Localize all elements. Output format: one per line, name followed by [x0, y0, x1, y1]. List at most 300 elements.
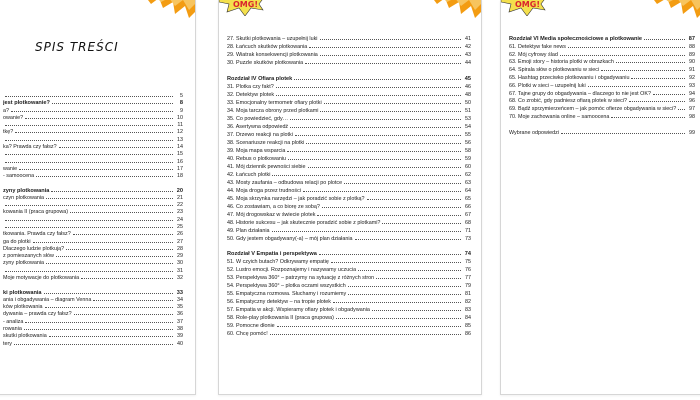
- toc-leader-dots: [272, 171, 461, 176]
- toc-entry-page: 13: [177, 136, 183, 143]
- toc-entry-page: 34: [177, 296, 183, 303]
- toc-leader-dots: [5, 223, 173, 228]
- toc-leader-dots: [611, 113, 685, 118]
- toc-entry: [3, 245, 183, 252]
- toc-leader-dots: [561, 129, 685, 134]
- toc-entry: [509, 90, 695, 97]
- toc-entry-title: ania i obgadywania – diagram Venna: [3, 296, 92, 303]
- toc-entry-page: 62: [465, 171, 471, 178]
- toc-entry-page: 56: [465, 139, 471, 146]
- toc-entry: [227, 75, 471, 82]
- toc-leader-dots: [358, 266, 461, 271]
- toc-entry-title: 38. Scenariusze reakcji na plotki: [227, 139, 305, 146]
- toc-entry: [227, 163, 471, 170]
- toc-entry-page: 16: [177, 158, 183, 165]
- toc-entry: [509, 97, 695, 104]
- toc-leader-dots: [320, 107, 461, 112]
- toc-entry-page: 20: [176, 187, 183, 194]
- toc-entry: [227, 306, 471, 313]
- comic-burst-icon: [431, 0, 482, 22]
- toc-leader-dots: [15, 128, 173, 133]
- toc-entry: [227, 83, 471, 90]
- toc-entry-page: 71: [465, 227, 471, 234]
- toc-entry-page: 31: [177, 267, 183, 274]
- toc-entry: [227, 227, 471, 234]
- toc-entry-title: 27. Skutki plotkowania – uzupełnij luki: [227, 36, 318, 42]
- toc-entry-title: Rozdział IV Ofiara plotek: [227, 75, 293, 82]
- toc-entry: [509, 82, 695, 89]
- toc-leader-dots: [33, 238, 173, 243]
- toc-leader-dots: [51, 187, 173, 192]
- toc-entry-title: 49. Plan działania: [227, 227, 270, 234]
- toc-entry-page: 35: [177, 304, 183, 311]
- toc-entry: [227, 242, 471, 249]
- toc-entry: [509, 113, 695, 120]
- toc-entry-page: 87: [688, 36, 695, 42]
- toc-leader-dots: [24, 325, 173, 330]
- toc-entry: [3, 158, 183, 165]
- toc-leader-dots: [19, 165, 173, 170]
- toc-entry: [3, 150, 183, 157]
- toc-leader-dots: [5, 121, 173, 126]
- toc-leader-dots: [306, 139, 461, 144]
- toc-entry-title: 34. Moja tarcza obrony przed plotkami: [227, 107, 319, 114]
- toc-leader-dots: [36, 172, 173, 177]
- toc-entry-title: 51. W czyich butach? Odkrywamy empatię: [227, 259, 329, 266]
- toc-entry-title: 36. Asertywna odpowiedź: [227, 123, 289, 130]
- toc-entry-title: 32. Detektyw plotek: [227, 91, 275, 98]
- toc-entry-page: 86: [465, 331, 471, 338]
- comic-burst-icon: [145, 0, 196, 22]
- toc-leader-dots: [644, 35, 685, 40]
- toc-leader-dots: [73, 230, 173, 235]
- toc-leader-dots: [294, 75, 461, 80]
- toc-leader-dots: [49, 332, 173, 337]
- toc-entry: [227, 139, 471, 146]
- toc-entry: [3, 201, 183, 208]
- toc-entry-title: ka? Prawda czy fałsz?: [3, 143, 57, 150]
- toc-leader-dots: [70, 208, 173, 213]
- toc-leader-dots: [319, 250, 461, 255]
- toc-leader-dots: [5, 92, 173, 97]
- toc-entry-title: - analiza: [3, 318, 24, 325]
- toc-entry: [3, 332, 183, 339]
- toc-entry-title: kowania II (praca grupowa): [3, 209, 69, 216]
- toc-entry-page: 37: [177, 318, 183, 325]
- toc-entry-page: 96: [689, 98, 695, 105]
- toc-leader-dots: [333, 298, 461, 303]
- toc-entry: [3, 172, 183, 179]
- toc-entry: [3, 318, 183, 325]
- toc-entry-title: 54. Perspektywa 360° – plotka oczami wszystkich: [227, 283, 346, 290]
- toc-entry-title: 44. Moja droga przez trudności: [227, 187, 302, 194]
- toc-leader-dots: [376, 274, 461, 279]
- toc-entry-title: ga do plotki: [3, 238, 31, 245]
- toc-entry: [3, 107, 183, 114]
- toc-entry-title: 35. Co powiedzieć, gdy…: [227, 115, 289, 122]
- toc-entry: [3, 136, 183, 143]
- toc-entry-page: 55: [465, 131, 471, 138]
- toc-entry: [227, 67, 471, 74]
- toc-entry: [509, 58, 695, 65]
- toc-entry: [227, 59, 471, 66]
- toc-entry-page: 10: [177, 114, 183, 121]
- toc-entry-title: - samoocena: [3, 173, 35, 180]
- toc-leader-dots: [348, 282, 461, 287]
- toc-entry-page: 89: [689, 51, 695, 58]
- toc-leader-dots: [324, 99, 461, 104]
- toc-entry: [227, 219, 471, 226]
- toc-entry-title: 42. Łańcuch plotki: [227, 171, 271, 178]
- toc-entry: [227, 290, 471, 297]
- toc-entry: [509, 51, 695, 58]
- toc-entry-page: 79: [465, 283, 471, 290]
- toc-entry-title: 33. Emocjonalny termometr ofiary plotki: [227, 99, 322, 106]
- toc-entry-title: zyny plotkowania: [3, 187, 50, 194]
- toc-entry-page: 21: [177, 194, 183, 201]
- toc-entry-page: 22: [177, 202, 183, 209]
- toc-entry-page: 43: [465, 51, 471, 58]
- toc-entry-title: tkę?: [3, 129, 14, 136]
- toc-entry-page: 93: [689, 82, 695, 89]
- toc-entry-page: 23: [177, 209, 183, 216]
- toc-entry-title: a?: [3, 107, 9, 114]
- toc-leader-dots: [287, 147, 461, 152]
- toc-entry-title: 62. Mój cyfrowy ślad: [509, 51, 558, 58]
- toc-leader-dots: [344, 179, 461, 184]
- toc-entry-page: 51: [465, 107, 471, 114]
- toc-leader-dots: [322, 203, 461, 208]
- toc-entry-title: 55. Empatyczna rozmowa. Słuchamy i rozumiemy: [227, 291, 347, 298]
- toc-entry-page: 48: [465, 91, 471, 98]
- toc-entry-page: 64: [465, 187, 471, 194]
- toc-leader-dots: [44, 289, 173, 294]
- toc-entry-title: tery: [3, 340, 12, 347]
- toc-entry: [3, 114, 183, 121]
- toc-leader-dots: [81, 274, 173, 279]
- toc-entry: [227, 322, 471, 329]
- toc-entry: [3, 281, 183, 288]
- toc-leader-dots: [46, 259, 173, 264]
- toc-entry: [227, 235, 471, 242]
- toc-entry-title: 37. Drzewo reakcji na plotki: [227, 131, 293, 138]
- toc-entry-title: Rozdział V Empatia i perspektywa: [227, 251, 317, 258]
- toc-leader-dots: [5, 216, 173, 221]
- toc-entry: [227, 314, 471, 321]
- toc-entry-page: 45: [464, 75, 471, 82]
- toc-entry-title: 31. Plotka czy fakt?: [227, 83, 274, 90]
- toc-entry-page: 66: [465, 203, 471, 210]
- toc-entry-title: 68. Co zrobić, gdy padniesz ofiarą plotek w sieci?: [509, 98, 628, 105]
- toc-entry-title: jest plotkowanie?: [3, 100, 50, 107]
- toc-entry-page: 28: [177, 245, 183, 252]
- toc-entry-page: 46: [465, 83, 471, 90]
- toc-leader-dots: [336, 314, 461, 319]
- toc-leader-dots: [653, 90, 685, 95]
- toc-entry-title: 48. Historie sukcesu – jak skutecznie poradzić sobie z plotkami?: [227, 219, 381, 226]
- toc-entry: [3, 340, 183, 347]
- toc-leader-dots: [601, 66, 685, 71]
- toc-leader-dots: [276, 83, 461, 88]
- toc-entry: [509, 66, 695, 73]
- toc-entry-title: 70. Moje zachowania online – samoocena: [509, 114, 610, 120]
- toc-entry-title: zyny plotkowania: [3, 260, 45, 267]
- toc-entry-title: Rozdział VI Media społecznościowe a plotkowanie: [509, 36, 643, 42]
- toc-entry-page: 18: [177, 173, 183, 180]
- toc-entry-title: dywania – prawda czy fałsz?: [3, 311, 72, 318]
- toc-leader-dots: [372, 306, 461, 311]
- toc-entry: [227, 147, 471, 154]
- toc-leader-dots: [331, 258, 461, 263]
- toc-entry: [227, 282, 471, 289]
- toc-entry-page: 29: [177, 253, 183, 260]
- toc-entry-page: 27: [177, 238, 183, 245]
- toc-entry: [227, 298, 471, 305]
- toc-leader-dots: [290, 115, 461, 120]
- toc-entry: [3, 165, 183, 172]
- toc-entry-page: 75: [465, 259, 471, 266]
- toc-entry-title: 57. Empatia w akcji. Wspieramy ofiary plotek i obgadywania: [227, 307, 370, 314]
- toc-entry: [509, 43, 695, 50]
- toc-leader-dots: [276, 91, 461, 96]
- toc-entry: [3, 128, 183, 135]
- toc-entry-title: 58. Role-play plotkowania II (praca grupowa): [227, 315, 334, 322]
- toc-entry: [3, 179, 183, 186]
- toc-entry: [227, 195, 471, 202]
- toc-page-3: [500, 0, 700, 395]
- toc-entry-page: 63: [465, 179, 471, 186]
- toc-entry-page: 60: [465, 163, 471, 170]
- toc-entry-page: 81: [465, 291, 471, 298]
- toc-entry-page: 9: [180, 107, 183, 114]
- toc-entry-page: 58: [465, 147, 471, 154]
- toc-entry-page: 90: [689, 59, 695, 66]
- toc-entry: [3, 267, 183, 274]
- toc-entry-page: 76: [465, 267, 471, 274]
- toc-entry-title: 60. Chcę pomóc!: [227, 331, 268, 338]
- toc-entry-page: 36: [177, 311, 183, 318]
- toc-entry-title: 46. Co zostawiam, a co biorę ze sobą?: [227, 203, 320, 210]
- toc-entry-page: 99: [689, 129, 695, 136]
- toc-entry-title: 53. Perspektywa 360° – patrzymy na sytuację z różnych stron: [227, 275, 375, 282]
- toc-entry-page: 88: [689, 43, 695, 50]
- toc-entry: [3, 310, 183, 317]
- toc-entry-page: 83: [465, 307, 471, 314]
- toc-entry-title: ki plotkowania: [3, 289, 42, 296]
- toc-entry-title: 41. Mój dziennik pewności siebie: [227, 163, 306, 170]
- toc-entry-page: 32: [177, 275, 183, 281]
- toc-entry: [509, 105, 695, 112]
- toc-entry-title: 63. Emoji story – historia plotki w obrazkach: [509, 59, 614, 66]
- toc-leader-dots: [288, 155, 461, 160]
- toc-entry-title: 56. Empatyczny detektyw – na tropie plotek: [227, 299, 331, 306]
- toc-leader-dots: [309, 43, 461, 48]
- toc-entry: [509, 121, 695, 128]
- toc-leader-dots: [45, 303, 173, 308]
- toc-entry: [227, 250, 471, 257]
- toc-leader-dots: [290, 123, 461, 128]
- toc-entry-title: 30. Puzzle skutków plotkowania: [227, 59, 304, 66]
- toc-entry: [227, 179, 471, 186]
- toc-entry: [227, 99, 471, 106]
- toc-leader-dots: [631, 74, 685, 79]
- toc-entry-title: 29. Wiatrak konsekwencji plotkowania: [227, 51, 318, 58]
- page-title: SPIS TREŚCI: [35, 40, 119, 54]
- toc-entry-title: 45. Moja skrzynka narzędzi – jak poradzić sobie z plotką?: [227, 195, 365, 202]
- toc-leader-dots: [5, 267, 173, 272]
- toc-entry-page: 92: [689, 75, 695, 81]
- toc-entry-page: 91: [689, 67, 695, 74]
- toc-entry-page: 17: [177, 165, 183, 172]
- toc-entry-title: skutki plotkowania: [3, 333, 47, 340]
- toc-entry-page: 94: [689, 90, 695, 97]
- toc-leader-dots: [14, 340, 173, 345]
- toc-leader-dots: [303, 187, 461, 192]
- toc-entry-title: czyn plotkowania: [3, 194, 45, 201]
- toc-entry-page: 85: [465, 323, 471, 330]
- toc-entry-title: Dlaczego ludzie plotkują?: [3, 245, 65, 252]
- toc-entry-title: 28. Łańcuch skutków plotkowania: [227, 43, 308, 50]
- toc-entry-page: 73: [465, 235, 471, 242]
- toc-entry-title: owanie?: [3, 114, 24, 121]
- omg-badge-icon: [501, 0, 547, 16]
- toc-entry-title: 61. Detektyw fake news: [509, 43, 566, 50]
- toc-entry: [3, 99, 183, 106]
- toc-entry-page: 44: [465, 59, 471, 66]
- toc-entry-title: 67. Tajne grupy do obgadywania – dlaczego to nie jest OK?: [509, 90, 651, 97]
- toc-entry-page: 74: [464, 251, 471, 258]
- toc-entry-page: 30: [177, 260, 183, 267]
- toc-entry-title: 43. Mosty zaufania – odbudowa relacji po plotce: [227, 179, 343, 186]
- toc-leader-dots: [588, 82, 685, 87]
- toc-entry-page: 26: [177, 231, 183, 238]
- toc-entry: [3, 289, 183, 296]
- toc-leader-dots: [25, 318, 173, 323]
- toc-leader-dots: [66, 245, 173, 250]
- toc-leader-dots: [355, 235, 461, 240]
- toc-entry-title: tkowania. Prawda czy fałsz?: [3, 231, 71, 238]
- toc-entry-page: 24: [177, 216, 183, 223]
- toc-entry-page: 84: [465, 315, 471, 322]
- toc-entry-page: 50: [465, 99, 471, 106]
- toc-leader-dots: [560, 51, 685, 56]
- toc-entry-page: 98: [689, 114, 695, 120]
- toc-leader-dots: [5, 201, 173, 206]
- toc-entry-title: rowania: [3, 325, 22, 332]
- toc-entry-page: 41: [465, 36, 471, 42]
- toc-entry-page: 82: [465, 299, 471, 306]
- toc-leader-dots: [616, 58, 685, 63]
- toc-leader-dots: [46, 194, 173, 199]
- toc-entry-page: 65: [465, 195, 471, 202]
- toc-leader-dots: [295, 131, 461, 136]
- toc-leader-dots: [348, 290, 461, 295]
- toc-leader-dots: [277, 322, 461, 327]
- toc-entry-page: 54: [465, 123, 471, 130]
- toc-entry-title: ków plotkowania: [3, 304, 43, 311]
- toc-leader-dots: [317, 211, 461, 216]
- toc-entry-page: 8: [179, 100, 183, 107]
- toc-entry-page: 25: [177, 224, 183, 231]
- toc-leader-dots: [52, 99, 173, 104]
- toc-entry: [227, 91, 471, 98]
- badge-text: OMG!: [515, 0, 540, 9]
- toc-entry: [227, 123, 471, 130]
- toc-entry-page: 59: [465, 155, 471, 162]
- toc-leader-dots: [678, 105, 685, 110]
- toc-page-2: [218, 0, 482, 395]
- toc-leader-dots: [11, 107, 173, 112]
- toc-entry: [3, 296, 183, 303]
- toc-entry: [3, 216, 183, 223]
- toc-entry: [509, 35, 695, 42]
- toc-entry: [3, 325, 183, 332]
- toc-entry-title: 50. Gdy jestem obgadywany(-a) – mój plan działania: [227, 235, 353, 242]
- toc-entry: [3, 259, 183, 266]
- toc-leader-dots: [308, 163, 461, 168]
- toc-leader-dots: [93, 296, 173, 301]
- toc-leader-dots: [59, 143, 173, 148]
- toc-leader-dots: [272, 227, 461, 232]
- toc-entry: [3, 208, 183, 215]
- toc-entry: [3, 274, 183, 281]
- toc-entry-title: wanie: [3, 165, 18, 172]
- omg-badge-icon: [219, 0, 265, 16]
- toc-leader-dots: [305, 59, 461, 64]
- toc-entry: [227, 107, 471, 114]
- toc-leader-dots: [25, 114, 173, 119]
- toc-entry: [227, 258, 471, 265]
- toc-entry-page: 15: [177, 151, 183, 158]
- toc-leader-dots: [367, 195, 461, 200]
- toc-entry: [509, 129, 695, 136]
- toc-entry-page: 68: [465, 219, 471, 226]
- toc-leader-dots: [629, 97, 685, 102]
- toc-leader-dots: [382, 219, 461, 224]
- toc-entry-page: 97: [689, 106, 695, 113]
- toc-entry-page: 42: [465, 43, 471, 50]
- toc-entry: [3, 230, 183, 237]
- toc-leader-dots: [5, 150, 173, 155]
- toc-leader-dots: [74, 310, 173, 315]
- toc-entry: [227, 171, 471, 178]
- toc-entry: [227, 115, 471, 122]
- toc-entry: [227, 211, 471, 218]
- toc-entry-page: 5: [180, 93, 183, 99]
- toc-leader-dots: [5, 136, 173, 141]
- toc-entry: [3, 223, 183, 230]
- toc-entry: [227, 51, 471, 58]
- toc-entry-page: 11: [177, 122, 183, 129]
- toc-entry-title: 47. Mój drogowskaz w świecie plotek: [227, 211, 316, 218]
- toc-entry-title: 52. Lustro emocji. Rozpoznajemy i nazywamy uczucia: [227, 267, 357, 274]
- toc-leader-dots: [320, 35, 462, 40]
- toc-entry-page: 40: [177, 340, 183, 347]
- toc-entry-page: 53: [465, 115, 471, 122]
- badge-text: OMG!: [233, 0, 258, 9]
- toc-entry-page: 33: [176, 289, 183, 296]
- toc-leader-dots: [568, 43, 685, 48]
- toc-entry-title: 64. Spirala słów o plotkowaniu w sieci: [509, 67, 600, 74]
- toc-entry-page: 12: [177, 129, 183, 136]
- toc-entry: [227, 43, 471, 50]
- toc-entry-title: 40. Rebus o plotkowaniu: [227, 155, 287, 162]
- toc-page-1: [0, 0, 196, 395]
- toc-leader-dots: [56, 252, 173, 257]
- toc-entry-page: 39: [177, 333, 183, 340]
- toc-entry: [3, 143, 183, 150]
- toc-entry: [227, 330, 471, 337]
